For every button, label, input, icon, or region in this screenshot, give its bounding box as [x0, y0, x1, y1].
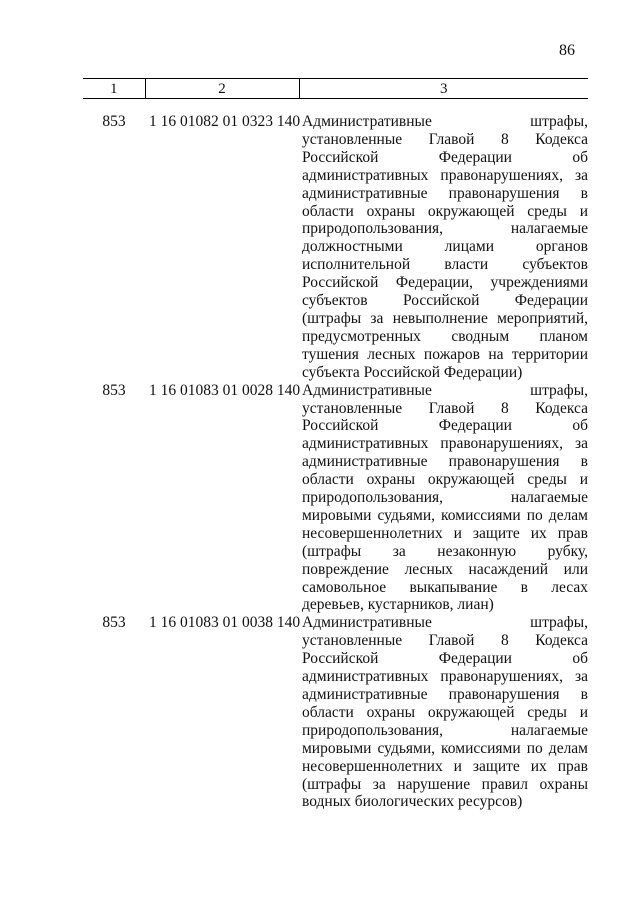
description-line: деревьев, кустарников, лиан): [302, 596, 494, 614]
description-line: административные правонарушения в: [302, 453, 588, 471]
budget-classification-code-cell: 1 16 01083 01 0038 140: [149, 614, 301, 632]
description-line: установленные Главой 8 Кодекса: [302, 130, 588, 148]
description-line: субъектов Российской Федерации: [302, 292, 588, 310]
description-line: тушения лесных пожаров на территории: [302, 345, 588, 363]
admin-code-cell: 853: [102, 614, 126, 632]
description-line: исполнительной власти субъектов: [302, 256, 588, 274]
description-line: Административные штрафы,: [302, 614, 588, 632]
description-line: самовольное выкапывание в лесах: [302, 578, 588, 596]
description-line: субъекта Российской Федерации): [302, 363, 523, 381]
column-header-3: 3: [299, 79, 588, 99]
table-row: [83, 614, 588, 811]
description-line: (штрафы за незаконную рубку,: [302, 542, 588, 560]
description-line: несовершеннолетних и защите их прав: [302, 524, 588, 542]
description-line: водных биологических ресурсов): [302, 793, 523, 811]
description-line: административных правонарушениях, за: [302, 668, 588, 686]
admin-code-cell: 853: [102, 381, 126, 399]
column-header-1: 1: [83, 79, 145, 99]
description-line: области охраны окружающей среды и: [302, 202, 588, 220]
description-line: природопользования, налагаемые: [302, 489, 588, 507]
budget-classification-code-cell: 1 16 01082 01 0323 140: [149, 113, 301, 130]
description-line: Российской Федерации, учреждениями: [302, 274, 588, 292]
description-line: повреждение лесных насаждений или: [302, 560, 588, 578]
budget-classification-code-cell: 1 16 01083 01 0028 140: [149, 381, 301, 399]
revenue-description-cell: [299, 99, 588, 382]
column-header-2: 2: [145, 79, 299, 99]
description-line: природопользования, налагаемые: [302, 220, 588, 238]
description-line: Российской Федерации об: [302, 417, 588, 435]
description-line: мировыми судьями, комиссиями по делам: [302, 506, 588, 524]
description-line: области охраны окружающей среды и: [302, 471, 588, 489]
description-line: предусмотренных сводным планом: [302, 327, 588, 345]
description-line: природопользования, налагаемые: [302, 721, 588, 739]
description-line: несовершеннолетних и защите их прав: [302, 757, 588, 775]
description-line: административные правонарушения в: [302, 686, 588, 703]
description-line: Административные штрафы,: [302, 381, 588, 399]
description-line: области охраны окружающей среды и: [302, 703, 588, 721]
description-line: административных правонарушениях, за: [302, 166, 588, 184]
admin-code-cell: 853: [102, 113, 126, 130]
revenue-description-cell: [299, 382, 588, 615]
description-line: Российской Федерации об: [302, 650, 588, 668]
page-number: 86: [559, 42, 575, 59]
description-line: установленные Главой 8 Кодекса: [302, 632, 588, 650]
description-line: Административные штрафы,: [302, 113, 588, 130]
description-line: административные правонарушения в: [302, 184, 588, 202]
description-line: (штрафы за нарушение правил охраны: [302, 775, 588, 793]
table-row: [83, 382, 588, 615]
description-line: (штрафы за невыполнение мероприятий,: [302, 309, 588, 327]
revenue-description-cell: [299, 614, 588, 811]
budget-codes-table: [83, 78, 588, 811]
description-line: мировыми судьями, комиссиями по делам: [302, 739, 588, 757]
description-line: Российской Федерации об: [302, 148, 588, 166]
table-header-row: [83, 79, 588, 99]
description-line: административных правонарушениях, за: [302, 435, 588, 453]
table-row: [83, 99, 588, 382]
description-line: установленные Главой 8 Кодекса: [302, 399, 588, 417]
description-line: должностными лицами органов: [302, 238, 588, 256]
